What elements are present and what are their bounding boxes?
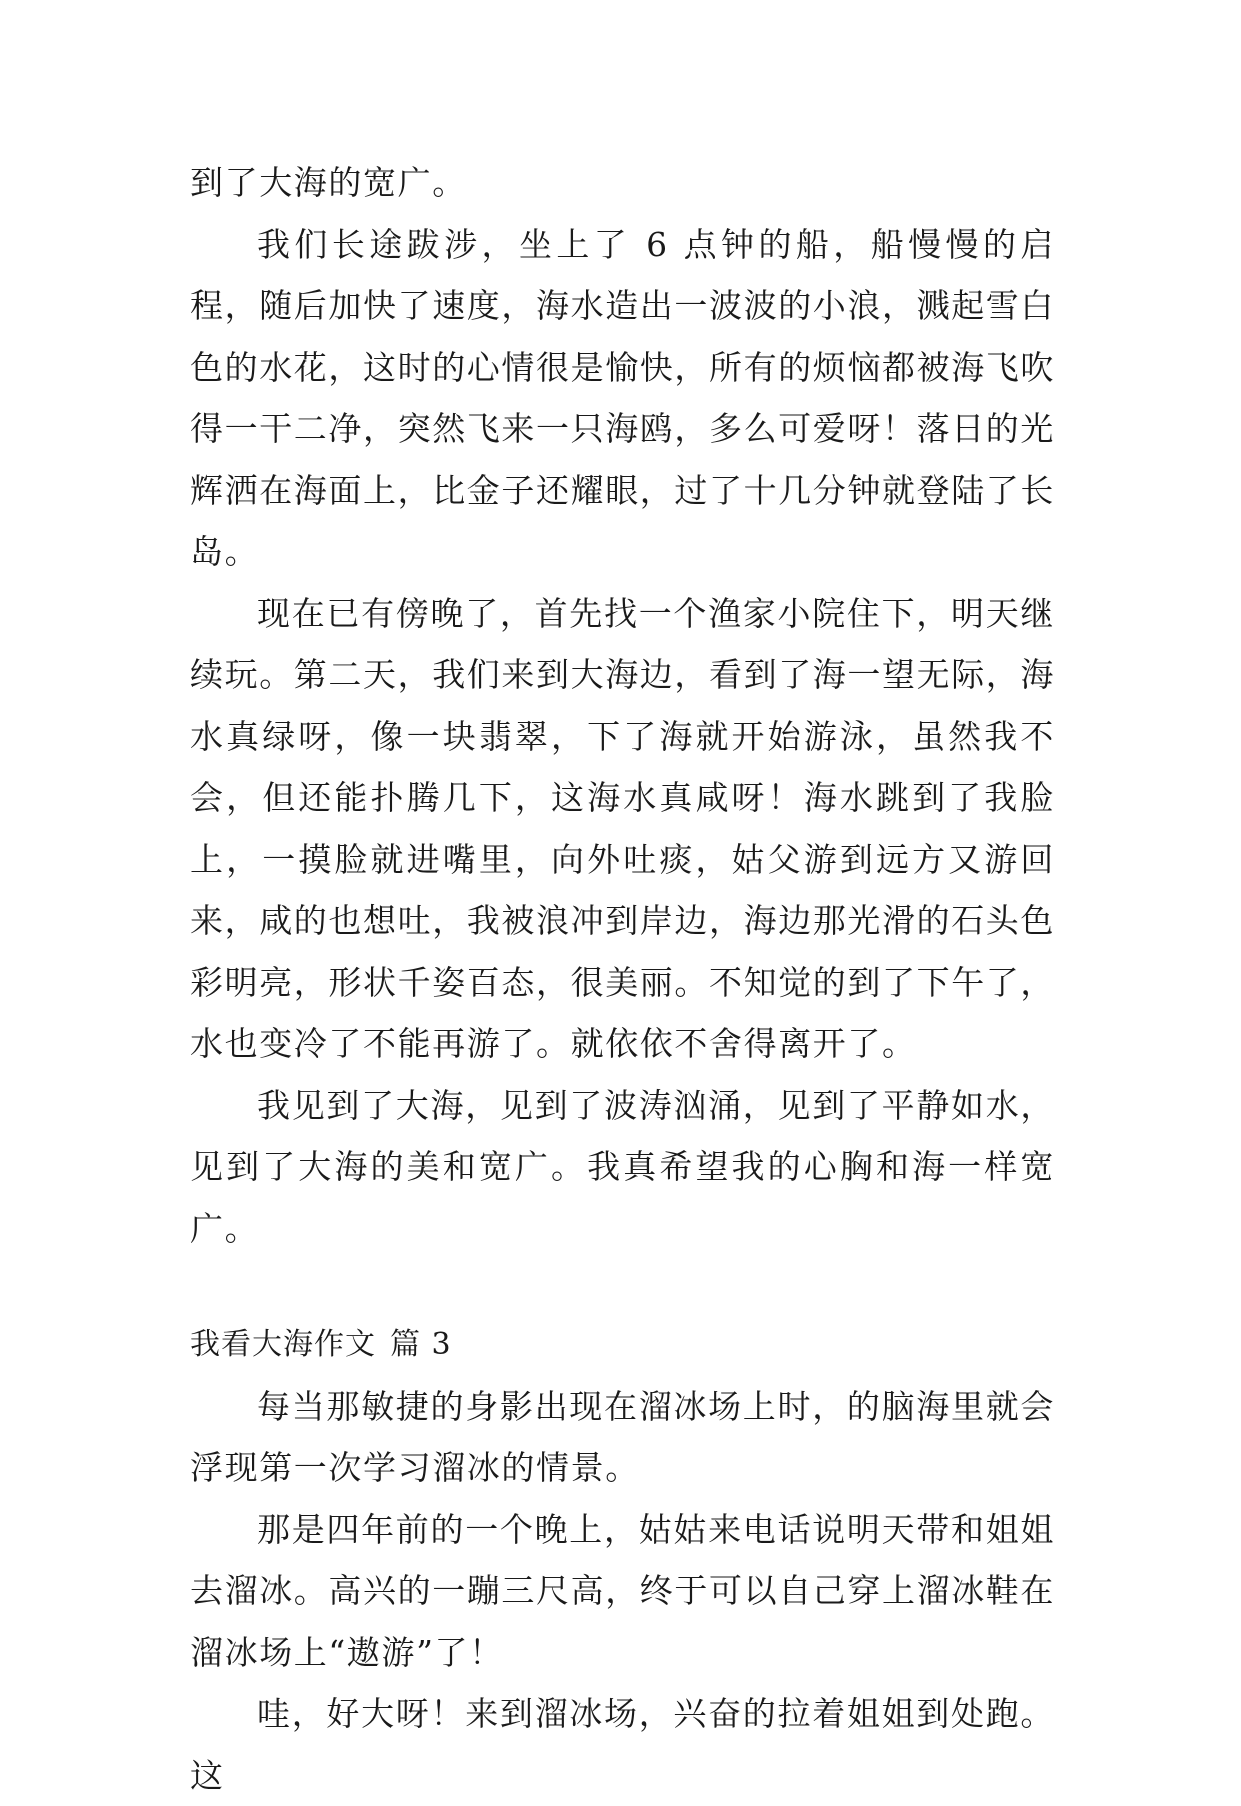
paragraph: 我见到了大海，见到了波涛汹涌，见到了平静如水，见到了大海的美和宽广。我真希望我的心胸和海一样宽广。 xyxy=(190,1085,1055,1248)
section-heading xyxy=(190,1314,1055,1376)
paragraph: 那是四年前的一个晚上，姑姑来电话说明天带和姐姐去溜冰。高兴的一蹦三尺高，终于可以自己穿上溜冰鞋在溜冰场上“遨游”了！ xyxy=(190,1509,1055,1672)
paragraph: 我们长途跋涉，坐上了 6 点钟的船，船慢慢的启程，随后加快了速度，海水造出一波波的小浪，溅起雪白色的水花，这时的心情很是愉快，所有的烦恼都被海飞吹得一干二净，突然飞来一只海鸥，多么可爱呀！落日的光辉洒在海面上，比金子还耀眼，过了十几分钟就登陆了长岛。 xyxy=(190,224,1055,571)
paragraph: 到了大海的宽广。 xyxy=(190,163,467,202)
paragraph: 哇，好大呀！来到溜冰场，兴奋的拉着姐姐到处跑。这 xyxy=(190,1694,1055,1795)
heading-title: 我看大海作文 xyxy=(190,1327,376,1362)
paragraph: 现在已有傍晚了，首先找一个渔家小院住下，明天继续玩。第二天，我们来到大海边，看到了海一望无际，海水真绿呀，像一块翡翠，下了海就开始游泳，虽然我不会，但还能扑腾几下，这海水真咸呀！海水跳到了我脸上，一摸脸就进嘴里，向外吐痰，姑父游到远方又游回来，咸的也想吐，我被浪冲到岸边，海边那光滑的石头色彩明亮，形状千姿百态，很美丽。不知觉的到了下午了，水也变冷了不能再游了。就依依不舍得离开了。 xyxy=(190,593,1055,1063)
document-body xyxy=(190,152,1055,1806)
paragraph: 每当那敏捷的身影出现在溜冰场上时，的脑海里就会浮现第一次学习溜冰的情景。 xyxy=(190,1386,1055,1487)
heading-section-label: 篇 3 xyxy=(390,1327,452,1362)
